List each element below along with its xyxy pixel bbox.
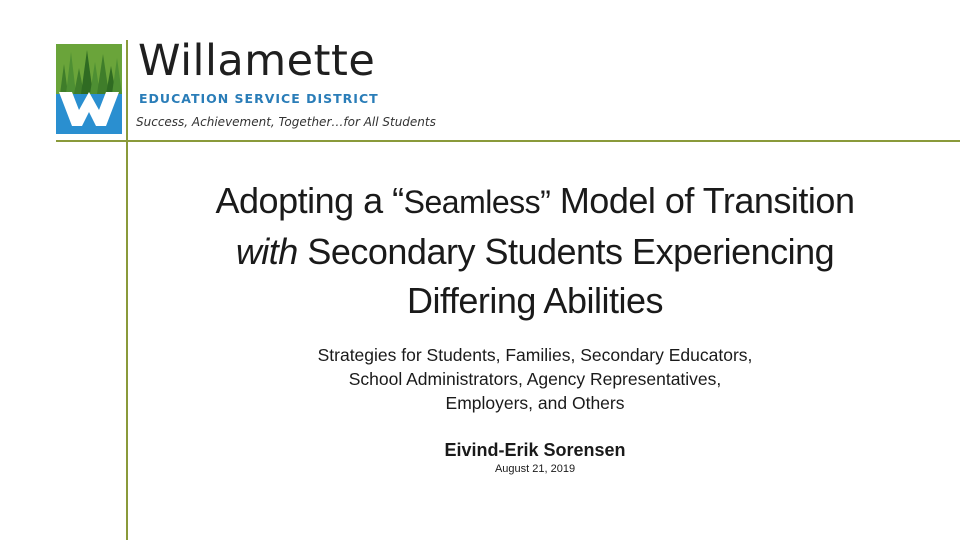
title-line-1: Adopting a “Seamless” Model of Transition bbox=[215, 180, 855, 221]
slide-subtitle: Strategies for Students, Families, Secondary Educators, School Administrators, Agency Representatives, Employers, and Others bbox=[317, 345, 753, 413]
horizontal-rule bbox=[56, 140, 960, 142]
title-line-3: Differing Abilities bbox=[407, 280, 663, 321]
brand-subtitle: EDUCATION SERVICE DISTRICT bbox=[139, 91, 379, 106]
author-name: Eivind-Erik Sorensen bbox=[444, 440, 626, 460]
vertical-rule bbox=[126, 40, 128, 540]
brand-tagline: Success, Achievement, Together…for All Students bbox=[136, 115, 436, 129]
title-line-2: with Secondary Students Experiencing bbox=[235, 231, 835, 272]
brand-name: Willamette bbox=[138, 36, 376, 86]
presentation-date: August 21, 2019 bbox=[494, 463, 576, 475]
slide-title bbox=[140, 176, 930, 325]
willamette-logo-icon bbox=[56, 44, 122, 134]
